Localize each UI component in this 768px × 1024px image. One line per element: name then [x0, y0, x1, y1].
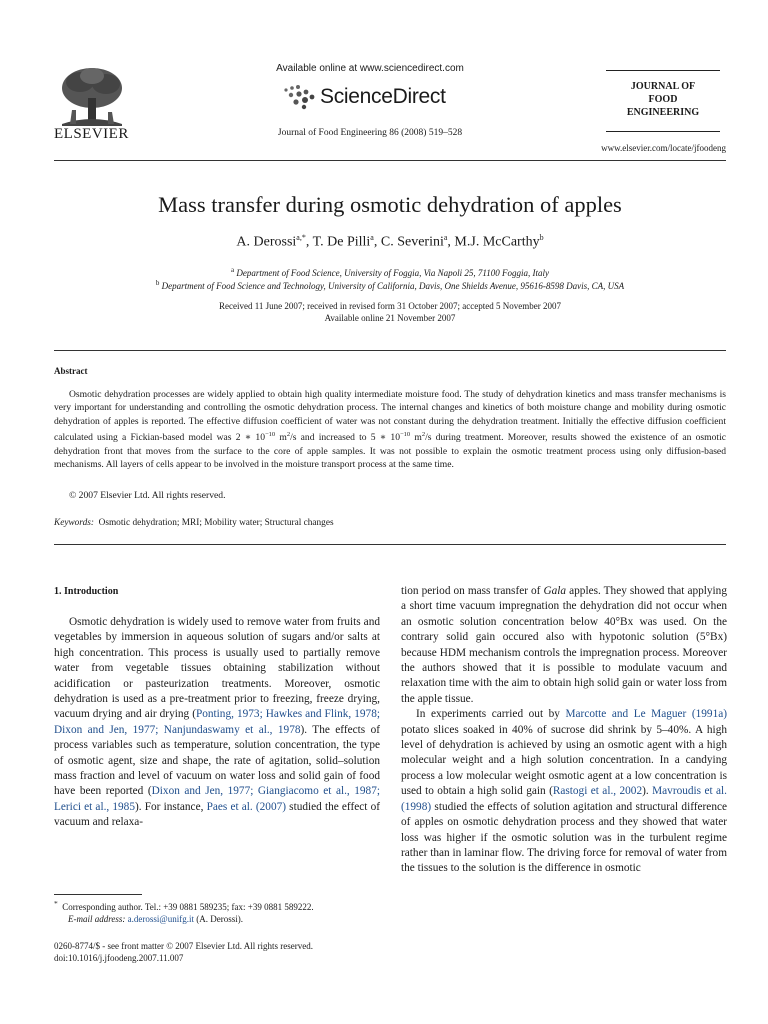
corresponding-author-footnote [54, 898, 384, 925]
affiliation-a [0, 266, 768, 278]
text-segment: potato slices soaked in 40% of sucrose did shrink by 5–40%. A high level of dehydration is achieved by using an osmotic agent with a high molecular weight and a high solution concentration. In a candying process a low molecular weight osmotic agent at a low concentration is used to obtain a high solid gain ( [401, 723, 727, 798]
journal-url[interactable]: www.elsevier.com/locate/jfoodeng [601, 143, 726, 153]
author-affiliation-mark[interactable]: a,* [296, 233, 306, 242]
journal-citation: Journal of Food Engineering 86 (2008) 519–528 [277, 128, 463, 138]
author-list: A. Derossi$^{a,*}$, T. De Pilli$^a$, C. Severini$^a$, M.J. McCarthy$^b$ [236, 233, 544, 250]
author-affiliation-mark[interactable]: a [370, 233, 374, 242]
footnote-mark: * [54, 899, 58, 908]
citation-link[interactable]: Paes et al. (2007) [206, 800, 287, 813]
abstract-segment: m [275, 432, 287, 444]
available-date: Available online 21 November 2007 [324, 313, 456, 323]
text-segment: Osmotic dehydration is widely used to remove water from fruits and vegetables by immersion in aqueous solution of sugars and/or salts at high concentration. This process is usually used to partially remove water from vegetable tissues obtaining stabilization without acidification or pasteurization treatments. Moreover, osmotic dehydration is used as a pre-treatment prior to freezing, freeze drying, vacuum drying and air drying ( [54, 616, 380, 721]
keywords-label: Keywords: [54, 518, 94, 528]
paragraph [401, 707, 727, 876]
journal-name-line: FOOD [648, 94, 678, 105]
received-dates: Received 11 June 2007; received in revised form 31 October 2007; accepted 5 November 2007 [218, 301, 562, 311]
journal-name-line: ENGINEERING [626, 107, 700, 118]
publisher-name: ELSEVIER [54, 126, 129, 142]
abstract-heading: Abstract [54, 366, 88, 376]
exponent: −10 [265, 431, 276, 439]
paragraph [401, 584, 727, 707]
journal-name-line: JOURNAL OF [630, 81, 696, 92]
keywords [54, 518, 334, 528]
author-name: A. Derossi [236, 234, 297, 250]
journal-name-box [606, 70, 720, 132]
text-segment: ). [642, 785, 653, 798]
affiliation-text: Department of Food Science, University of Foggia, Via Napoli 25, 71100 Foggia, Italy [236, 268, 549, 278]
right-column [401, 584, 727, 877]
text-segment: apples. They showed that applying a short time vacuum impregnation the dehydration did not occur when an osmotic solution concentration below 40°Bx was used. On the contrary solid gain occured also with hypotonic solution (5°Bx) because HDM mechanism controls the impregnation process. Moreover the authors showed that it is possible to modulate vacuum and relaxation time with the aim to obtain high solid gain or water loss from the apple tissue. [401, 585, 727, 705]
author-name: C. Severini [380, 234, 444, 250]
author-affiliation-mark[interactable]: a [443, 233, 448, 242]
exponent: −10 [400, 431, 411, 439]
abstract-segment: /s and increased to 5 ∗ 10 [290, 432, 401, 444]
text-segment: tion period on mass transfer of [401, 585, 544, 597]
citation-link[interactable]: Marcotte and Le Maguer (1991a) [565, 708, 727, 721]
affiliation-mark: a [231, 266, 235, 274]
exponent: 2 [421, 431, 426, 439]
email-link[interactable]: a.derossi@unifg.it [127, 914, 194, 924]
title-divider [54, 350, 726, 351]
text-segment: ). The effects of process variables such as temperature, solution concentration, the type of osmotic agent, size and shape, the rate of agitation, solid–solution mass fraction and level of vacuum on water loss and solid gain of food have been reported ( [54, 723, 380, 798]
paragraph [54, 615, 380, 831]
cultivar-name: Gala [543, 585, 567, 597]
email-suffix: (A. Derossi). [193, 914, 243, 924]
abstract-segment: m [410, 432, 422, 444]
section-heading: 1. Introduction [54, 586, 119, 597]
corresponding-author-text: Corresponding author. Tel.: +39 0881 589235; fax: +39 0881 589222. [62, 902, 314, 912]
footnote-divider [54, 894, 142, 895]
sciencedirect-dots-icon [282, 84, 316, 110]
text-segment: In experiments carried out by [416, 708, 566, 721]
left-column [54, 615, 380, 831]
keywords-list: Osmotic dehydration; MRI; Mobility water; Structural changes [98, 518, 334, 528]
citation-link[interactable]: Rastogi et al., 2002 [552, 785, 643, 798]
available-online-text: Available online at www.sciencedirect.com [276, 63, 464, 74]
abstract-segment: /s during treatment. Moreover, results showed the existence of an osmotic dehydration front that moves from the surface to the core of apple samples. It was not possible to explain the osmotic treatment process using only diffusion-based mechanisms. All layers of cells appear to be involved in the moisture transport process at the same time. [54, 432, 726, 471]
doi-line[interactable]: doi:10.1016/j.jfoodeng.2007.11.007 [54, 953, 184, 963]
text-segment: studied the effect of vacuum and relaxa- [54, 800, 380, 829]
affiliation-text: Department of Food Science and Technology, University of California, Davis, One Shields Avenue, 95616-8598 Davis, CA, USA [161, 281, 625, 291]
author-name: M.J. McCarthy [454, 234, 540, 250]
author-name: T. De Pilli [312, 234, 371, 250]
exponent: 2 [286, 431, 291, 439]
article-title: Mass transfer during osmotic dehydration of apples [158, 192, 622, 217]
citation-link[interactable]: Dixon and Jen, 1977; Giangiacomo et al., 1987; Lerici et al., 1985 [54, 785, 380, 813]
abstract-text [54, 388, 726, 472]
abstract-segment: Osmotic dehydration processes are widely applied to obtain high quality intermediate moisture food. The study of dehydration kinetics and mass transfer mechanisms is very important for understanding and controlling the osmotic dehydration process. The internal changes and kinetics of both moisture change and mobility during osmotic dehydration of apples is reported. The effective diffusion coefficient of water was not constant during the dehydration treatment. Initially the effective diffusion coefficient calculated using a Fickian-based model was 2 ∗ 10 [54, 389, 726, 444]
issn-block [54, 940, 313, 964]
citation-link[interactable]: Mavroudis et al. (1998) [401, 785, 727, 813]
header-divider [54, 160, 726, 161]
sciencedirect-logo: ScienceDirect [320, 85, 446, 108]
text-segment: studied the effects of solution agitation and structural difference of apples on osmotic dehydration process and they showed that water loss was higher if the osmotic solution was in the turbulent regime rather than in laminar flow. The driving force for removal of water from the tissues to the solution is the difference in osmotic [401, 800, 727, 875]
affiliation-b [0, 279, 768, 291]
author-affiliation-mark[interactable]: b [539, 233, 544, 242]
citation-link[interactable]: Ponting, 1973; Hawkes and Flink, 1978; Dixon and Jen, 1977; Nanjundaswamy et al., 1978 [54, 708, 380, 736]
text-segment: ). For instance, [134, 800, 207, 813]
abstract-copyright: © 2007 Elsevier Ltd. All rights reserved. [69, 490, 226, 501]
issn-line: 0260-8774/$ - see front matter © 2007 Elsevier Ltd. All rights reserved. [54, 941, 314, 951]
affiliation-mark: b [155, 279, 160, 287]
abstract-divider [54, 544, 726, 545]
email-label: E-mail address: [68, 914, 126, 924]
